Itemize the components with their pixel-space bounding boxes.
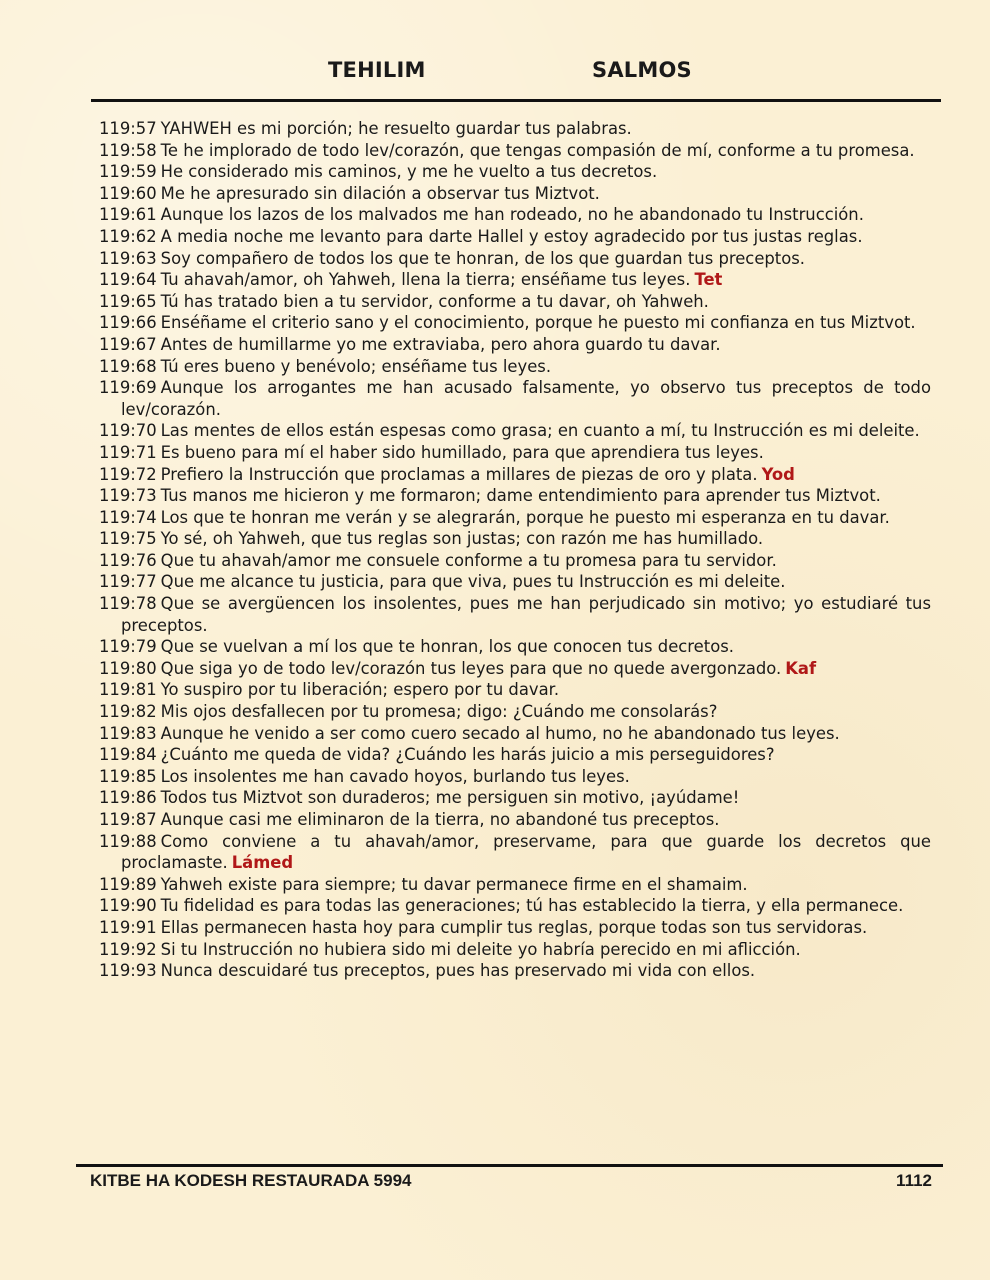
verse-ref: 119:68 <box>99 356 157 376</box>
verse-ref: 119:84 <box>99 745 157 765</box>
verse-ref: 119:60 <box>99 183 157 203</box>
verse <box>99 118 931 140</box>
verse-ref: 119:87 <box>99 810 157 829</box>
verse-text: Que siga yo de todo lev/corazón tus leyes para que no quede avergonzado. <box>160 658 782 678</box>
verse-ref: 119:72 <box>99 464 157 484</box>
verse-ref: 119:66 <box>99 313 157 333</box>
verse-ref: 119:86 <box>99 788 157 808</box>
header-title-hebrew: TEHILIM <box>328 58 426 82</box>
verse-text: Tus manos me hicieron y me formaron; dame entendimiento para aprender tus Miztvot. <box>160 486 881 506</box>
verse-ref: 119:78 <box>99 594 157 614</box>
verse-text: Que se vuelvan a mí los que te honran, los que conocen tus decretos. <box>160 637 734 657</box>
verse <box>99 248 931 270</box>
verse <box>99 140 931 162</box>
verse <box>99 183 931 205</box>
verse-text: Tú eres bueno y benévolo; enséñame tus leyes. <box>160 356 552 376</box>
verse-text: Aunque casi me eliminaron de la tierra, no abandoné tus preceptos. <box>160 810 720 829</box>
verse-ref: 119:91 <box>99 917 157 937</box>
verse-text: Aunque los lazos de los malvados me han rodeado, no he abandonado tu Instrucción. <box>160 205 864 225</box>
header-title-spanish: SALMOS <box>592 58 692 82</box>
verse <box>99 636 931 658</box>
verse-ref: 119:88 <box>99 831 157 851</box>
verse <box>99 442 931 464</box>
verse-text: Aunque he venido a ser como cuero secado al humo, no he abandonado tus leyes. <box>160 723 840 743</box>
hebrew-letter-marker: Kaf <box>785 658 817 678</box>
verse-ref: 119:85 <box>99 766 157 786</box>
verse-ref: 119:81 <box>99 680 157 700</box>
verse-ref: 119:89 <box>99 874 157 894</box>
page-header <box>0 58 990 92</box>
verse-ref: 119:74 <box>99 507 157 527</box>
verse <box>99 960 931 982</box>
verse <box>99 766 931 788</box>
verse-text: YAHWEH es mi porción; he resuelto guardar tus palabras. <box>160 119 632 138</box>
verse <box>99 334 931 356</box>
hebrew-letter-marker: Lámed <box>231 853 294 873</box>
verse-text: Yo sé, oh Yahweh, que tus reglas son justas; con razón me has humillado. <box>160 529 764 549</box>
verse <box>99 528 931 550</box>
verse-ref: 119:90 <box>99 896 157 916</box>
verse-text: Todos tus Miztvot son duraderos; me persiguen sin motivo, ¡ayúdame! <box>160 788 740 808</box>
hebrew-letter-marker: Yod <box>761 464 795 484</box>
verse-text: Aunque los arrogantes me han acusado falsamente, yo observo tus preceptos de todo lev/corazón. <box>121 378 931 419</box>
verse-text: Como conviene a tu ahavah/amor, preservame, para que guarde los decretos que proclamaste. <box>121 831 931 873</box>
verse-ref: 119:83 <box>99 723 157 743</box>
verse-text: Si tu Instrucción no hubiera sido mi deleite yo habría perecido en mi aflicción. <box>160 939 801 959</box>
verse-text: Los que te honran me verán y se alegrarán, porque he puesto mi esperanza en tu davar. <box>160 507 890 527</box>
header-divider <box>91 99 941 102</box>
hebrew-letter-marker: Tet <box>694 270 723 290</box>
verse-ref: 119:93 <box>99 961 157 981</box>
verse-text: Ellas permanecen hasta hoy para cumplir tus reglas, porque todas son tus servidoras. <box>160 917 868 937</box>
verse <box>99 874 931 896</box>
verse <box>99 204 931 226</box>
verse-text: Te he implorado de todo lev/corazón, que tengas compasión de mí, conforme a tu promesa. <box>160 140 915 160</box>
verse <box>99 939 931 961</box>
verse-ref: 119:92 <box>99 939 157 959</box>
verse <box>99 701 931 723</box>
verse <box>99 831 931 874</box>
verse <box>99 917 931 939</box>
verse-ref: 119:80 <box>99 658 157 678</box>
verse-text: Antes de humillarme yo me extraviaba, pero ahora guardo tu davar. <box>160 334 721 354</box>
verse-text: Enséñame el criterio sano y el conocimiento, porque he puesto mi confianza en tus Miztvot. <box>160 313 916 333</box>
verse <box>99 507 931 529</box>
verse <box>99 464 931 486</box>
verse-ref: 119:79 <box>99 637 157 657</box>
verse-text: Que tu ahavah/amor me consuele conforme a tu promesa para tu servidor. <box>160 550 777 570</box>
verse-text: Tú has tratado bien a tu servidor, conforme a tu davar, oh Yahweh. <box>160 291 709 311</box>
footer-divider <box>76 1164 943 1167</box>
verse <box>99 571 931 593</box>
verse <box>99 356 931 378</box>
verse <box>99 744 931 766</box>
verse <box>99 161 931 183</box>
verse-ref: 119:76 <box>99 550 157 570</box>
verse-ref: 119:82 <box>99 702 157 722</box>
verse <box>99 377 931 420</box>
verse-ref: 119:62 <box>99 226 157 246</box>
verse <box>99 658 931 680</box>
verse <box>99 723 931 745</box>
verse-text: Tu fidelidad es para todas las generaciones; tú has establecido la tierra, y ella permanece. <box>160 896 904 916</box>
verse-text: ¿Cuánto me queda de vida? ¿Cuándo les harás juicio a mis perseguidores? <box>160 745 775 765</box>
verse <box>99 269 931 291</box>
verse-text: A media noche me levanto para darte Hallel y estoy agradecido por tus justas reglas. <box>160 226 863 246</box>
verse-ref: 119:58 <box>99 140 157 160</box>
page-number: 1112 <box>896 1171 932 1190</box>
verse-ref: 119:71 <box>99 442 157 462</box>
verse-ref: 119:61 <box>99 205 157 225</box>
verse-text: Yahweh existe para siempre; tu davar permanece firme en el shamaim. <box>160 874 748 894</box>
verse-text: Que se avergüencen los insolentes, pues me han perjudicado sin motivo; yo estudiaré tus preceptos. <box>121 594 931 635</box>
verse-ref: 119:70 <box>99 421 157 441</box>
verse-text: Me he apresurado sin dilación a observar tus Miztvot. <box>160 183 600 203</box>
verse <box>99 593 931 636</box>
verse-ref: 119:57 <box>99 119 157 138</box>
verse-ref: 119:65 <box>99 291 157 311</box>
verse-ref: 119:73 <box>99 486 157 506</box>
verse <box>99 895 931 917</box>
verse-text: Soy compañero de todos los que te honran, de los que guardan tus preceptos. <box>160 248 806 268</box>
verse <box>99 312 931 334</box>
verse-text: Es bueno para mí el haber sido humillado, para que aprendiera tus leyes. <box>160 442 764 462</box>
verse <box>99 787 931 809</box>
verse <box>99 550 931 572</box>
verse-ref: 119:69 <box>99 378 157 398</box>
verse-ref: 119:77 <box>99 572 157 592</box>
verse-list <box>99 118 931 982</box>
verse <box>99 809 931 831</box>
verse <box>99 420 931 442</box>
verse-ref: 119:59 <box>99 162 157 182</box>
verse-text: Que me alcance tu justicia, para que viva, pues tu Instrucción es mi deleite. <box>160 572 786 592</box>
verse <box>99 679 931 701</box>
verse-ref: 119:64 <box>99 270 157 290</box>
verse-text: Nunca descuidaré tus preceptos, pues has preservado mi vida con ellos. <box>160 961 756 981</box>
verse-text: Las mentes de ellos están espesas como grasa; en cuanto a mí, tu Instrucción es mi deleite. <box>160 421 920 441</box>
verse-ref: 119:75 <box>99 529 157 549</box>
verse <box>99 226 931 248</box>
footer-book-title: KITBE HA KODESH RESTAURADA 5994 <box>90 1171 412 1190</box>
verse-text: Yo suspiro por tu liberación; espero por tu davar. <box>160 680 560 700</box>
verse-text: Tu ahavah/amor, oh Yahweh, llena la tierra; enséñame tus leyes. <box>160 270 691 290</box>
verse-text: Los insolentes me han cavado hoyos, burlando tus leyes. <box>160 766 630 786</box>
verse-text: Mis ojos desfallecen por tu promesa; digo: ¿Cuándo me consolarás? <box>160 702 718 722</box>
verse-ref: 119:63 <box>99 248 157 268</box>
verse <box>99 485 931 507</box>
verse <box>99 291 931 313</box>
verse-text: Prefiero la Instrucción que proclamas a millares de piezas de oro y plata. <box>160 464 758 484</box>
verse-ref: 119:67 <box>99 334 157 354</box>
verse-text: He considerado mis caminos, y me he vuelto a tus decretos. <box>160 162 658 182</box>
